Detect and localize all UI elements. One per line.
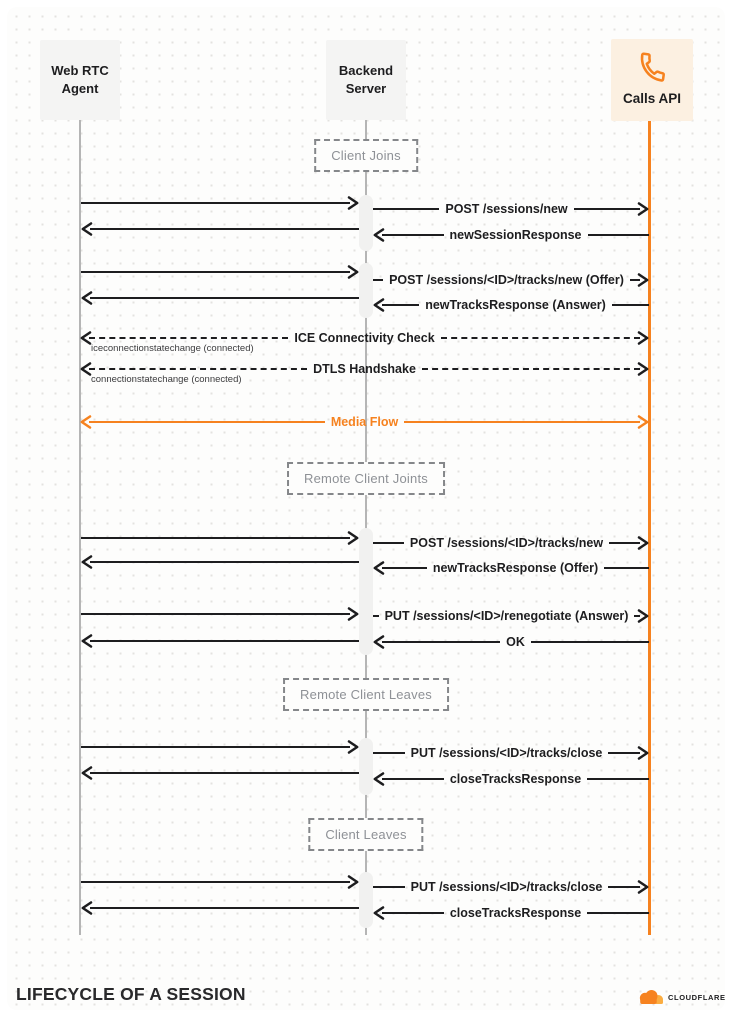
note-remote-client-leaves bbox=[283, 678, 449, 711]
activation-bar bbox=[359, 872, 373, 928]
note-label: Client Leaves bbox=[325, 827, 407, 842]
arrow-new-session-response bbox=[373, 226, 649, 244]
arrowhead-right-icon bbox=[345, 265, 359, 279]
message-label: closeTracksResponse bbox=[449, 906, 582, 920]
arrow-backend-to-agent bbox=[81, 764, 359, 782]
participant-label: Server bbox=[345, 81, 387, 96]
arrow-backend-to-agent bbox=[81, 553, 359, 571]
arrowhead-right-icon bbox=[345, 196, 359, 210]
arrowhead-right-icon bbox=[345, 531, 359, 545]
message-label: POST /sessions/<ID>/tracks/new (Offer) bbox=[389, 273, 624, 287]
arrow-put-tracks-close bbox=[373, 744, 649, 762]
arrowhead-right-icon bbox=[635, 202, 649, 216]
message-label: newTracksResponse (Offer) bbox=[432, 561, 599, 575]
arrow-agent-to-backend bbox=[81, 194, 359, 212]
activation-bar bbox=[359, 263, 373, 318]
arrowhead-right-icon bbox=[635, 331, 649, 345]
arrow-backend-to-agent bbox=[81, 289, 359, 307]
message-label: PUT /sessions/<ID>/renegotiate (Answer) bbox=[384, 609, 629, 623]
arrowhead-right-icon bbox=[635, 536, 649, 550]
arrow-close-tracks-response bbox=[373, 904, 649, 922]
note-client-joins bbox=[314, 139, 418, 172]
arrowhead-right-icon bbox=[635, 415, 649, 429]
activation-bar bbox=[359, 195, 373, 251]
participant-backend-server bbox=[326, 40, 406, 120]
message-label: OK bbox=[506, 635, 525, 649]
arrow-agent-to-backend bbox=[81, 605, 359, 623]
message-label: PUT /sessions/<ID>/tracks/close bbox=[410, 746, 603, 760]
participant-calls-api bbox=[611, 39, 693, 121]
arrow-agent-to-backend bbox=[81, 529, 359, 547]
phone-icon bbox=[636, 51, 668, 83]
arrowhead-right-icon bbox=[635, 880, 649, 894]
event-sub-label: iceconnectionstatechange (connected) bbox=[91, 343, 254, 354]
message-label: ICE Connectivity Check bbox=[294, 331, 435, 345]
arrow-new-tracks-response-answer bbox=[373, 296, 649, 314]
arrow-agent-to-backend bbox=[81, 738, 359, 756]
message-label: newSessionResponse bbox=[449, 228, 582, 242]
arrowhead-right-icon bbox=[635, 609, 649, 623]
message-label: PUT /sessions/<ID>/tracks/close bbox=[410, 880, 603, 894]
arrow-post-sessions-new bbox=[373, 200, 649, 218]
event-sub-label: connectionstatechange (connected) bbox=[91, 374, 242, 385]
arrow-dtls-handshake bbox=[80, 360, 649, 385]
arrow-post-tracks-new-offer bbox=[373, 271, 649, 289]
arrow-agent-to-backend bbox=[81, 263, 359, 281]
arrowhead-right-icon bbox=[345, 875, 359, 889]
page-title: LIFECYCLE OF A SESSION bbox=[16, 984, 246, 1004]
arrow-media-flow bbox=[80, 413, 649, 431]
arrow-new-tracks-response-offer bbox=[373, 559, 649, 577]
note-client-leaves bbox=[308, 818, 423, 851]
arrow-put-renegotiate bbox=[373, 607, 649, 625]
message-label: Media Flow bbox=[330, 415, 399, 429]
arrow-agent-to-backend bbox=[81, 873, 359, 891]
message-label: DTLS Handshake bbox=[313, 362, 416, 376]
lifeline-web-rtc-agent bbox=[79, 119, 81, 935]
arrowhead-right-icon bbox=[635, 746, 649, 760]
cloudflare-brand-text: CLOUDFLARE bbox=[668, 992, 726, 1002]
arrow-backend-to-agent bbox=[81, 220, 359, 238]
arrow-backend-to-agent bbox=[81, 632, 359, 650]
arrow-backend-to-agent bbox=[81, 899, 359, 917]
arrow-put-tracks-close bbox=[373, 878, 649, 896]
arrowhead-right-icon bbox=[345, 740, 359, 754]
note-remote-client-joins bbox=[287, 462, 445, 495]
arrow-post-tracks-new bbox=[373, 534, 649, 552]
note-label: Remote Client Joints bbox=[304, 471, 428, 486]
participant-label: Backend bbox=[338, 63, 394, 79]
arrow-ok-response bbox=[373, 633, 649, 651]
arrow-ice-connectivity-check bbox=[80, 329, 649, 354]
cloudflare-logo bbox=[637, 989, 726, 1005]
activation-bar bbox=[359, 528, 373, 655]
note-label: Remote Client Leaves bbox=[300, 687, 432, 702]
message-label: newTracksResponse (Answer) bbox=[425, 298, 606, 312]
note-label: Client Joins bbox=[331, 148, 401, 163]
arrowhead-right-icon bbox=[345, 607, 359, 621]
cloudflare-logo-icon bbox=[637, 989, 665, 1005]
message-label: POST /sessions/new bbox=[445, 202, 568, 216]
participant-label: Agent bbox=[61, 81, 99, 96]
activation-bar bbox=[359, 738, 373, 795]
message-label: closeTracksResponse bbox=[449, 772, 582, 786]
arrow-close-tracks-response bbox=[373, 770, 649, 788]
message-label: POST /sessions/<ID>/tracks/new bbox=[409, 536, 604, 550]
participant-label: Calls API bbox=[622, 91, 682, 107]
participant-web-rtc-agent bbox=[40, 40, 120, 120]
arrowhead-right-icon bbox=[635, 273, 649, 287]
arrowhead-right-icon bbox=[635, 362, 649, 376]
participant-label: Web RTC bbox=[51, 63, 109, 79]
